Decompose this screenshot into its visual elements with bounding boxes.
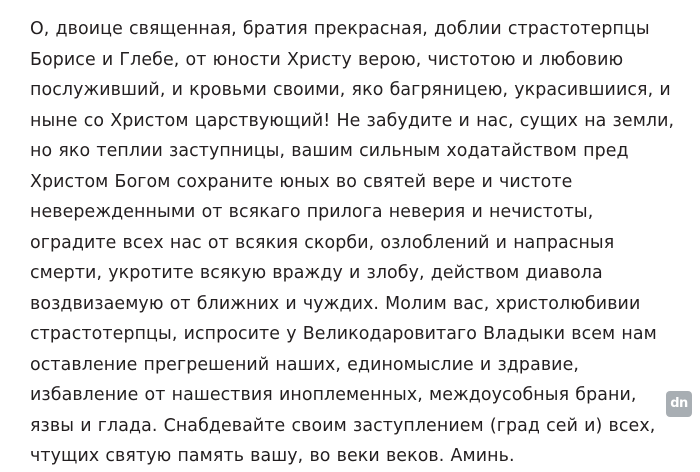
- watermark-logo: dn: [666, 391, 692, 417]
- prayer-text: О, двоице священная, братия прекрасная, доблии страстотерпцы Борисе и Глебе, от юности Христу верою, чистотою и любовию послуживший, и кровьми своими, яко багряницею, украсившиися, и ныне со Христом царствующий! Не забудите и нас, сущих на земли, но яко теплии заступницы, вашим сильным ходатайством пред Христом Богом сохраните юных во святей вере и чистоте невережденными от всякаго прилога неверия и нечистоты, оградите всех нас от всякия скорби, озлоблений и напрасныя смерти, укротите всякую вражду и злобу, действом диавола воздвизаемую от ближних и чуждих. Молим вас, христолюбивии страстотерпцы, испросите у Великодаровитаго Владыки всем нам оставление прегрешений наших, единомыслие и здравие, избавление от нашествия иноплеменных, междоусобныя брани, язвы и глада. Снабдевайте своим заступлением (град сей и) всех, чтущих святую память вашу, во веки веков. Аминь.: [30, 19, 681, 466]
